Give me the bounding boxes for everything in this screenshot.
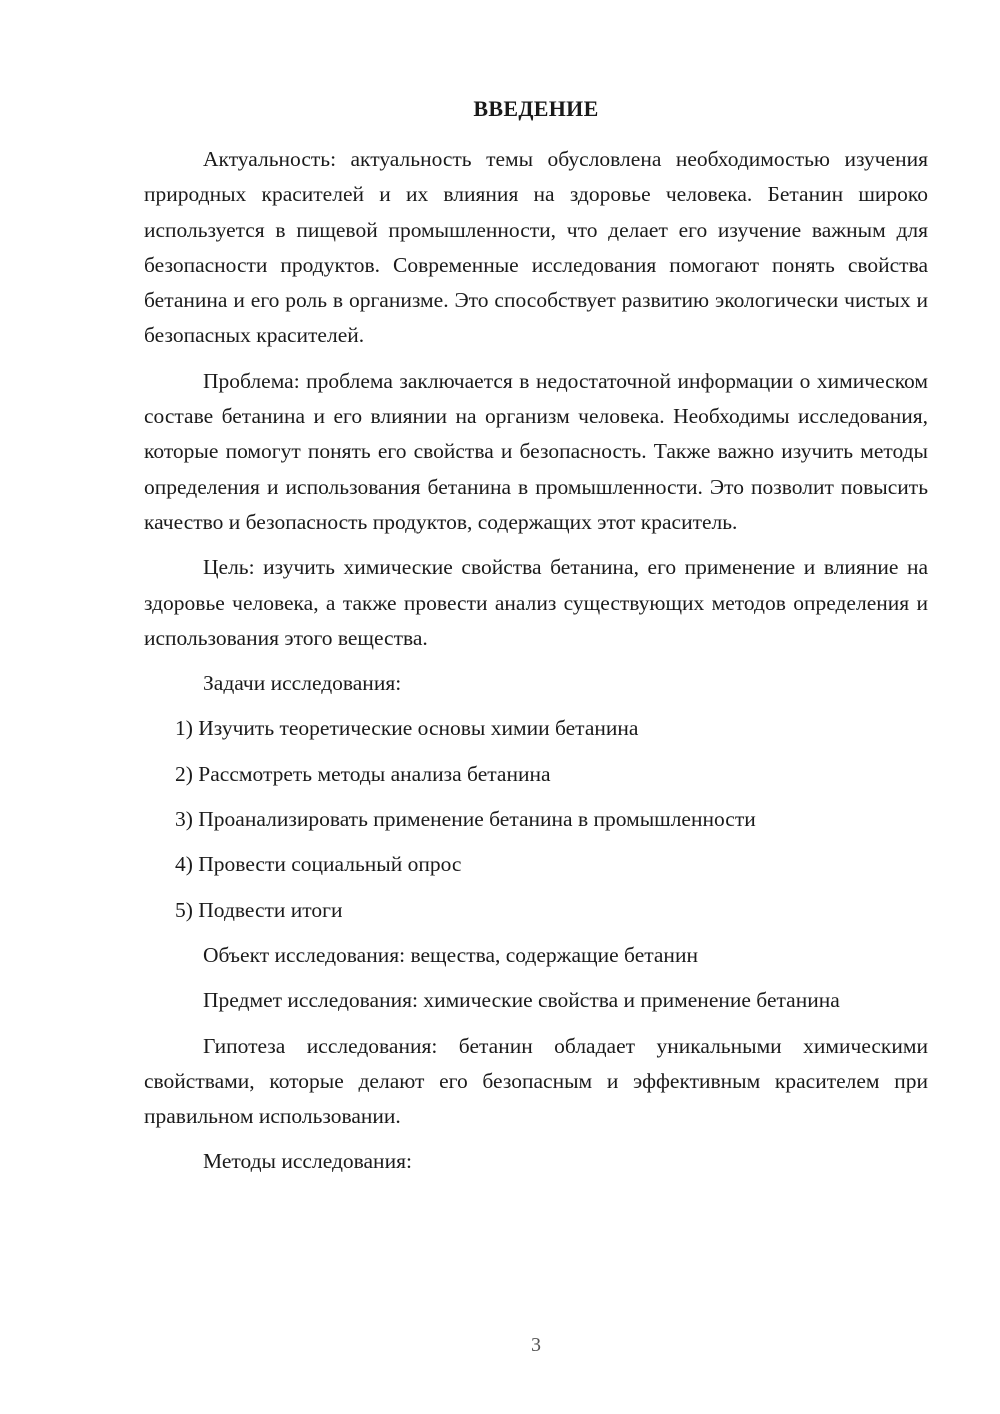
paragraph-relevance: Актуальность: актуальность темы обусловлена необходимостью изучения природных красителей и их влияния на здоровье человека. Бетанин широко используется в пищевой промышленности, что делает его изучение важным для безопасности продуктов. Современные исследования помогают понять свойства бетанина и его роль в организме. Это способствует развитию экологически чистых и безопасных красителей. [144,147,928,348]
list-item: 4) Провести социальный опрос [175,852,462,877]
list-item: 3) Проанализировать применение бетанина в промышленности [175,807,756,832]
tasks-heading: Задачи исследования: [203,671,402,696]
paragraph-subject: Предмет исследования: химические свойства и применение бетанина [203,988,840,1013]
list-item: 5) Подвести итоги [175,897,343,922]
list-item: 2) Рассмотреть методы анализа бетанина [175,761,551,786]
paragraph-goal: Цель: изучить химические свойства бетанина, его применение и влияние на здоровье человека, а также провести анализ существующих методов определения и использования этого вещества. [144,555,928,650]
paragraph-object: Объект исследования: вещества, содержащие бетанин [203,942,698,967]
list-item: 1) Изучить теоретические основы химии бетанина [175,716,639,741]
page-number: 3 [531,1334,541,1356]
paragraph-problem: Проблема: проблема заключается в недостаточной информации о химическом составе бетанина и его влиянии на организм человека. Необходимы исследования, которые помогут понять его свойства и безопасность. Также важно изучить методы определения и использования бетанина в промышленности. Это позволит повысить качество и безопасность продуктов, содержащих этот краситель. [144,368,928,534]
document-body [144,142,928,1190]
page-title: ВВЕДЕНИЕ [473,96,599,121]
paragraph-hypothesis: Гипотеза исследования: бетанин обладает уникальными химическими свойствами, которые делают его безопасным и эффективным красителем при правильном использовании. [144,1033,928,1129]
methods-heading: Методы исследования: [203,1149,412,1174]
tasks-list [144,711,928,927]
